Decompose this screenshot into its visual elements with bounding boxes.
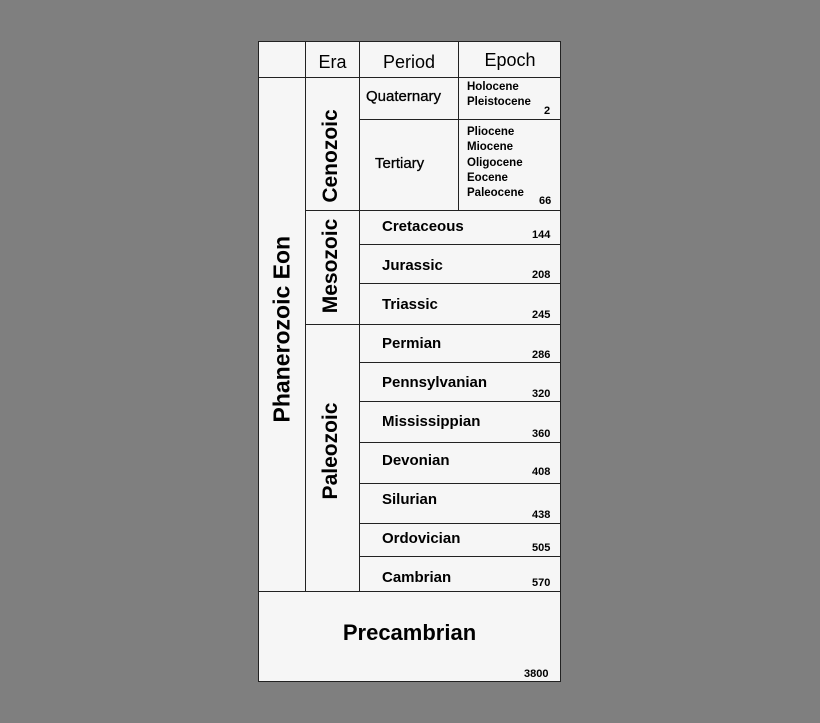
permian-bottom-line bbox=[359, 362, 560, 363]
age-precambrian: 3800 bbox=[524, 668, 549, 680]
pennsylvanian-bottom-line bbox=[359, 401, 560, 402]
age-permian: 286 bbox=[532, 349, 551, 361]
epoch-eocene: Eocene bbox=[467, 171, 508, 184]
epoch-holocene: Holocene bbox=[467, 81, 519, 93]
age-silurian: 438 bbox=[532, 509, 551, 521]
header-bottom-line bbox=[259, 77, 560, 78]
period-devonian: Devonian bbox=[382, 452, 450, 469]
mesozoic-bottom-line bbox=[305, 324, 560, 325]
header-epoch: Epoch bbox=[484, 50, 536, 70]
period-quaternary: Quaternary bbox=[366, 88, 442, 105]
jurassic-bottom-line bbox=[359, 283, 560, 284]
mississippian-bottom-line bbox=[359, 442, 560, 443]
epoch-pliocene: Pliocene bbox=[467, 126, 515, 138]
period-triassic: Triassic bbox=[382, 296, 438, 313]
epoch-paleocene: Paleocene bbox=[467, 187, 524, 200]
period-permian: Permian bbox=[382, 335, 442, 352]
age-triassic: 245 bbox=[532, 309, 551, 321]
epoch-oligocene: Oligocene bbox=[467, 156, 523, 169]
period-ordovician: Ordovician bbox=[382, 530, 461, 547]
period-cretaceous: Cretaceous bbox=[382, 218, 464, 235]
eon-label: Phanerozoic Eon bbox=[268, 235, 295, 423]
period-tertiary: Tertiary bbox=[375, 155, 425, 172]
ordovician-bottom-line bbox=[359, 556, 560, 557]
divider-period-epoch bbox=[458, 42, 459, 210]
epoch-list-tertiary bbox=[467, 125, 524, 201]
age-ordovician: 505 bbox=[532, 542, 551, 554]
age-tertiary: 66 bbox=[539, 195, 552, 207]
age-quaternary: 2 bbox=[544, 105, 551, 117]
period-cambrian: Cambrian bbox=[382, 569, 452, 586]
period-silurian: Silurian bbox=[382, 491, 438, 508]
cretaceous-bottom-line bbox=[359, 244, 560, 245]
divider-era-period bbox=[359, 42, 360, 592]
phanerozoic-bottom-line bbox=[259, 591, 560, 592]
age-cambrian: 570 bbox=[532, 577, 551, 589]
period-mississippian: Mississippian bbox=[382, 413, 481, 430]
age-devonian: 408 bbox=[532, 466, 551, 478]
era-paleozoic: Paleozoic bbox=[319, 402, 342, 500]
age-mississippian: 360 bbox=[532, 428, 551, 440]
precambrian-label: Precambrian bbox=[342, 620, 477, 645]
era-cenozoic: Cenozoic bbox=[319, 109, 342, 203]
header-era: Era bbox=[318, 52, 347, 72]
header-period: Period bbox=[382, 52, 436, 72]
era-mesozoic: Mesozoic bbox=[319, 218, 342, 314]
devonian-bottom-line bbox=[359, 483, 560, 484]
period-jurassic: Jurassic bbox=[382, 257, 443, 274]
age-pennsylvanian: 320 bbox=[532, 388, 551, 400]
age-cretaceous: 144 bbox=[532, 229, 551, 241]
silurian-bottom-line bbox=[359, 523, 560, 524]
quaternary-bottom-line bbox=[359, 119, 560, 120]
epoch-pleistocene: Pleistocene bbox=[467, 96, 531, 109]
age-jurassic: 208 bbox=[532, 269, 551, 281]
divider-eon-era bbox=[305, 42, 306, 592]
time-scale-table bbox=[258, 41, 561, 682]
period-pennsylvanian: Pennsylvanian bbox=[382, 374, 488, 391]
cenozoic-bottom-line bbox=[305, 210, 560, 211]
epoch-list-quaternary bbox=[467, 80, 531, 111]
epoch-miocene: Miocene bbox=[467, 141, 514, 154]
